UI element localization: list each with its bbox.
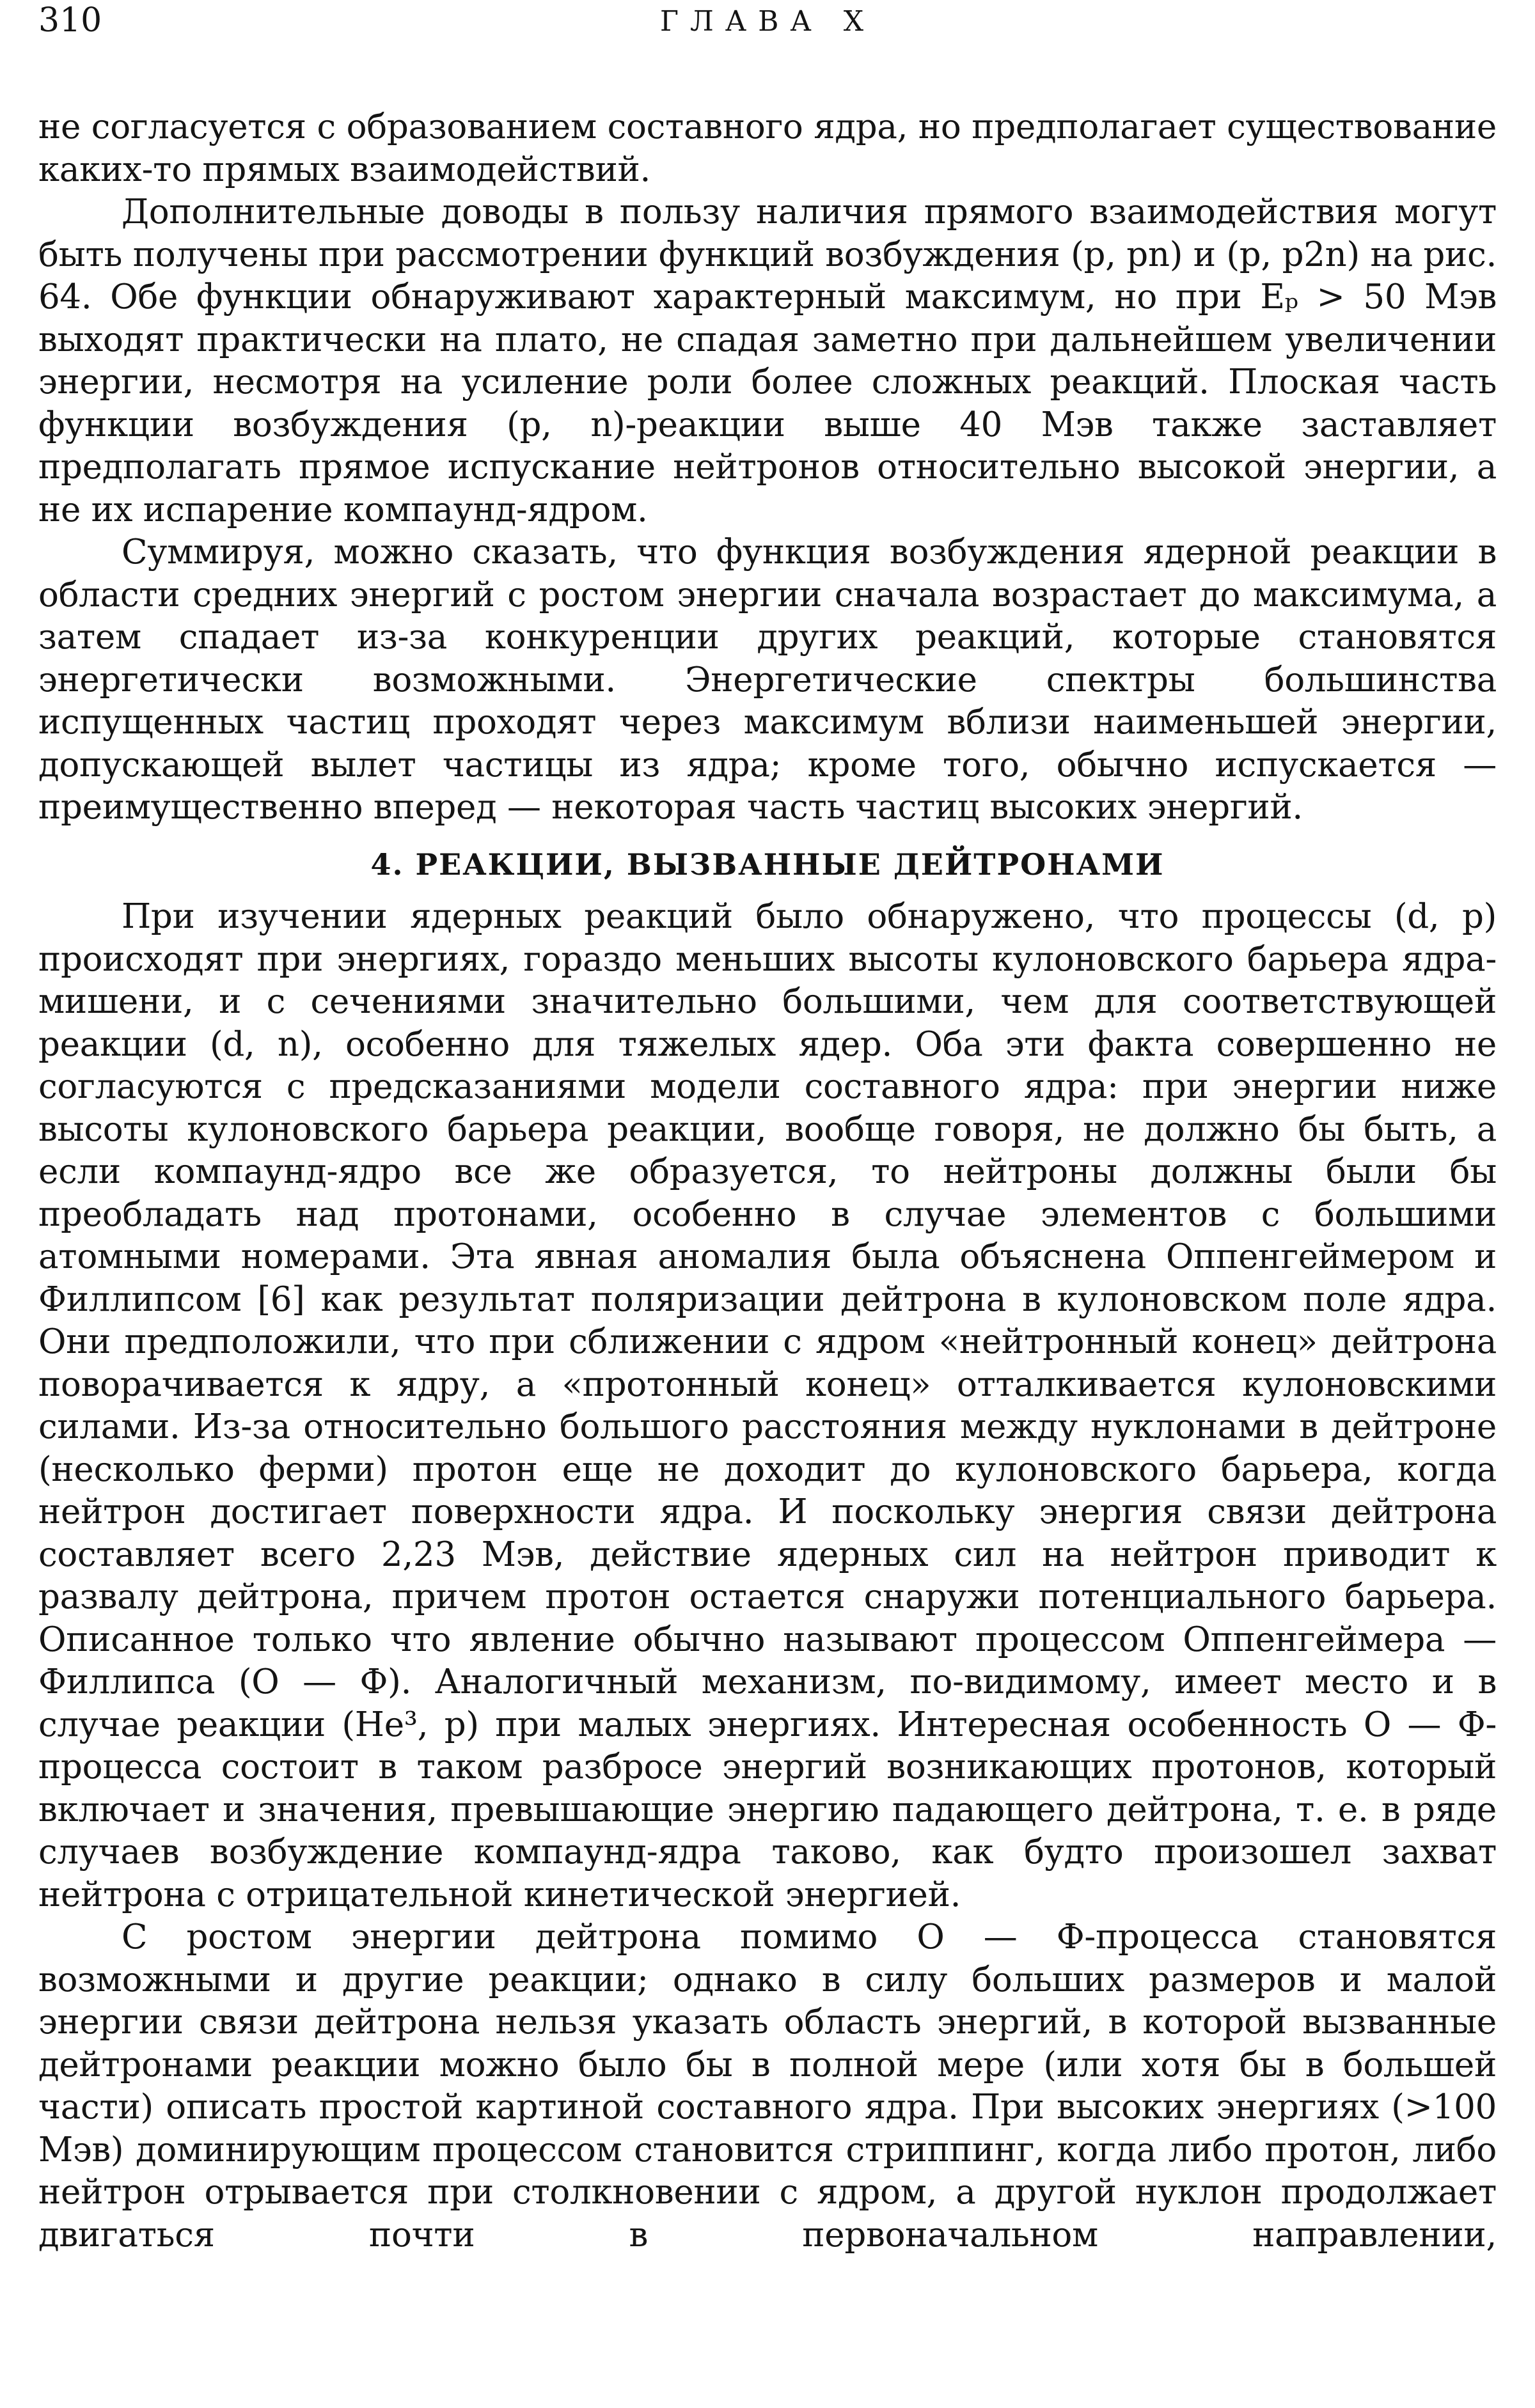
page-number: 310 — [38, 1, 102, 40]
paragraph-continued: не согласуется с образованием составного ядра, но предполагает существование каких-то прямых взаимодействий. — [38, 107, 1497, 189]
paragraph-stripping: С ростом энергии дейтрона помимо О — Ф-процесса становятся возможными и другие реакции; однако в силу больших размеров и малой энергии связи дейтрона нельзя указать область энергий, в которой вызванные дейтронами реакции можно было бы в полной мере (или хотя бы в большей части) описать простой картиной составного ядра. При высоких энергиях (>100 Мэв) доминирующим процессом становится стриппинг, когда либо протон, либо нейтрон отрывается при столкновении с ядром, а другой нуклон продолжает двигаться почти в первоначальном направлении, — [38, 1918, 1497, 2255]
book-page — [38, 0, 1497, 2256]
section-heading: 4. РЕАКЦИИ, ВЫЗВАННЫЕ ДЕЙТРОНАМИ — [370, 847, 1165, 882]
paragraph-oppenheimer-phillips: При изучении ядерных реакций было обнаружено, что процессы (d, p) происходят при энергиях, гораздо меньших высоты кулоновского барьера ядра-мишени, и с сечениями значительно большими, чем для соответствующей реакции (d, n), особенно для тяжелых ядер. Оба эти факта совершенно не согласуются с предсказаниями модели составного ядра: при энергии ниже высоты кулоновского барьера реакции, вообще говоря, не должно бы быть, а если компаунд-ядро все же образуется, то нейтроны должны были бы преобладать над протонами, особенно в случае элементов с большими атомными номерами. Эта явная аномалия была объяснена Оппенгеймером и Филлипсом [6] как результат поляризации дейтрона в кулоновском поле ядра. Они предположили, что при сближении с ядром «нейтронный конец» дейтрона поворачивается к ядру, а «протонный конец» отталкивается кулоновскими силами. Из-за относительно большого расстояния между нуклонами в дейтроне (несколько ферми) протон еще не доходит до кулоновского барьера, когда нейтрон достигает поверхности ядра. И поскольку энергия связи дейтрона составляет всего 2,23 Мэв, действие ядерных сил на нейтрон приводит к развалу дейтрона, причем протон остается снаружи потенциального барьера. Описанное только что явление обычно называют процессом Оппенгеймера — Филлипса (О — Ф). Аналогичный механизм, по-видимому, имеет место и в случае реакции (He³, p) при малых энергиях. Интересная особенность О — Ф-процесса состоит в таком разбросе энергий возникающих протонов, который включает и значения, превышающие энергию падающего дейтрона, т. е. в ряде случаев возбуждение компаунд-ядра таково, как будто произошел захват нейтрона с отрицательной кинетической энергией. — [38, 897, 1497, 1914]
paragraph-direct-interaction: Дополнительные доводы в пользу наличия прямого взаимодействия могут быть получены при рассмотрении функций возбуждения (p, pn) и (p, p2n) на рис. 64. Обе функции обнаруживают характерный максимум, но при Eₚ > 50 Мэв выходят практически на плато, не спадая заметно при дальнейшем увеличении энергии, несмотря на усиление роли более сложных реакций. Плоская часть функции возбуждения (p, n)-реакции выше 40 Мэв также заставляет предполагать прямое испускание нейтронов относительно высокой энергии, а не их испарение компаунд-ядром. — [38, 192, 1497, 529]
body-text — [38, 106, 1497, 2256]
running-head: ГЛАВА X — [659, 5, 876, 38]
paragraph-summary: Суммируя, можно сказать, что функция возбуждения ядерной реакции в области средних энергий с ростом энергии сначала возрастает до максимума, а затем спадает из-за конкуренции других реакций, которые становятся энергетически возможными. Энергетические спектры большинства испущенных частиц проходят через максимум вблизи наименьшей энергии, допускающей вылет частицы из ядра; кроме того, обычно испускается — преимущественно вперед — некоторая часть частиц высоких энергий. — [38, 533, 1497, 827]
page-header — [38, 0, 1497, 51]
